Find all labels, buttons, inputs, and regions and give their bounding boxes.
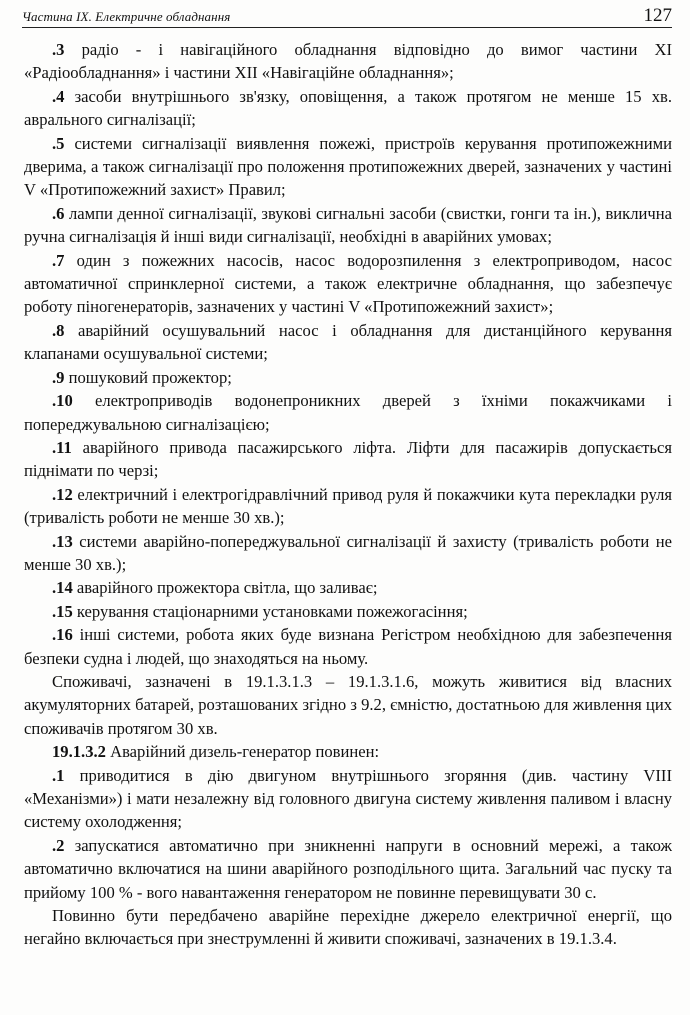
paragraph-text: Повинно бути передбачено аварійне перехідне джерело електричної енергії, що негайно включається при знеструмленні й живити споживачі, зазначених в 19.1.3.4.: [24, 906, 672, 949]
paragraph: [24, 249, 672, 319]
item-number: .11: [52, 437, 72, 457]
paragraph-text: системи аварійно-попереджувальної сигналізації й захисту (тривалість роботи не менше 30 хв.);: [24, 531, 672, 574]
paragraph: [24, 366, 672, 389]
paragraph-text: електричний і електрогідравлічний привод руля й покажчики кута перекладки руля (тривалість роботи не менше 30 хв.);: [24, 484, 672, 528]
paragraph-text: радіо - і навігаційного обладнання відповідно до вимог частини XI «Радіообладнання» і частини XII «Навігаційне обладнання»;: [24, 40, 672, 83]
paragraph-text: пошуковий прожектор;: [64, 367, 232, 387]
paragraph: [24, 764, 672, 834]
item-number: .12: [52, 484, 73, 504]
paragraph: [24, 202, 672, 249]
paragraph: [24, 623, 672, 670]
paragraph: [24, 600, 672, 623]
item-number: 19.1.3.2: [52, 742, 106, 762]
paragraph-text: аварійний осушувальний насос і обладнання для дистанційного керування клапанами осушувальної системи;: [24, 320, 672, 364]
item-number: .1: [52, 765, 65, 785]
item-number: .7: [52, 250, 65, 270]
paragraph-text: керування стаціонарними установками пожежогасіння;: [72, 601, 468, 621]
item-number: .4: [52, 86, 65, 106]
paragraph-text: запускатися автоматично при зникненні напруги в основний мережі, а також автоматично включатися на шини аварійного розподільного щита. Загальний час пуску та прийому 100 % - вого навантаження генератором не повинне перевищувати 30 с.: [24, 835, 672, 902]
paragraph: [24, 740, 672, 763]
paragraph: [24, 132, 672, 202]
item-number: .15: [52, 601, 73, 621]
item-number: .16: [52, 625, 73, 645]
item-number: .10: [52, 391, 73, 411]
item-number: .9: [52, 367, 65, 387]
paragraph-text: Споживачі, зазначені в 19.1.3.1.3 – 19.1.3.1.6, можуть живитися від власних акумуляторних батарей, розташованих згідно з 9.2, ємністю, достатньою для живлення цих споживачів протягом 30 хв.: [24, 671, 672, 738]
paragraph: [24, 85, 672, 132]
paragraph: [24, 670, 672, 740]
page-number: 127: [643, 5, 672, 26]
paragraph: [24, 436, 672, 483]
header-title: Частина IX. Електричне обладнання: [22, 9, 231, 24]
item-number: .14: [52, 578, 73, 598]
item-number: .8: [52, 320, 65, 340]
paragraph-text: системи сигналізації виявлення пожежі, пристроїв керування протипожежними дверима, а також сигналізації про положення протипожежних дверей, зазначених у частині V «Протипожежний захист» Правил;: [24, 133, 672, 200]
paragraph: [24, 530, 672, 577]
item-number: .3: [52, 40, 65, 59]
paragraph: [24, 319, 672, 366]
item-number: .13: [52, 531, 73, 551]
paragraph-text: Аварійний дизель-генератор повинен:: [105, 742, 380, 762]
paragraph: [24, 483, 672, 530]
paragraph: [24, 834, 672, 904]
running-header: [22, 3, 672, 28]
paragraph: [24, 38, 672, 85]
paragraph-text: засоби внутрішнього зв'язку, оповіщення, а також протягом не менше 15 хв. аврального сигналізації;: [24, 86, 672, 130]
item-number: .5: [52, 133, 65, 153]
paragraph-text: інші системи, робота яких буде визнана Регістром необхідною для забезпечення безпеки судна і людей, що знаходяться на ньому.: [24, 625, 672, 668]
item-number: .2: [52, 835, 65, 855]
paragraph-text: аварійного прожектора світла, що заливає;: [72, 578, 378, 598]
paragraph-text: лампи денної сигналізації, звукові сигнальні засоби (свистки, гонги та ін.), виклична ручна сигналізація й інші види сигналізації, необхідні в аварійних умовах;: [24, 203, 672, 247]
paragraph-text: приводитися в дію двигуном внутрішнього згоряння (див. частину VIII «Механізми») і мати незалежну від головного двигуна систему живлення паливом і власну систему охолодження;: [24, 765, 672, 832]
item-number: .6: [52, 203, 65, 223]
paragraph: [24, 904, 672, 951]
paragraph-text: один з пожежних насосів, насос водорозпилення з електроприводом, насос автоматичної спринклерної системи, а також електричне обладнання, що забезпечує роботу піногенераторів, зазначених у частині V «Протипожежний захист»;: [24, 250, 672, 317]
paragraph: [24, 576, 672, 599]
paragraph-text: аварійного привода пасажирського ліфта. Ліфти для пасажирів допускається піднімати по черзі;: [24, 437, 672, 481]
document-body: [24, 38, 672, 951]
paragraph: [24, 389, 672, 436]
paragraph-text: електроприводів водонепроникних дверей з їхніми покажчиками і попереджувальною сигналізацією;: [24, 391, 672, 434]
